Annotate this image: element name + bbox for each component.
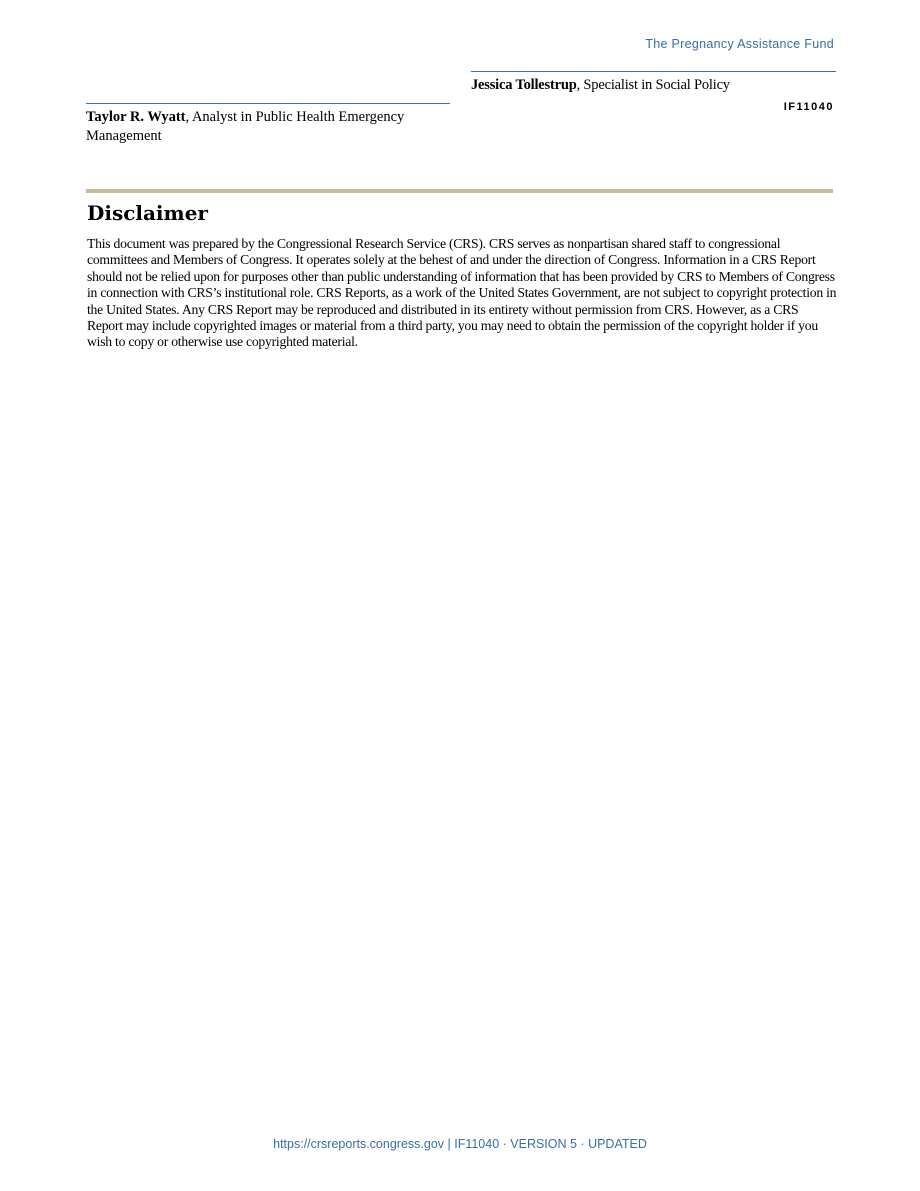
- author-block-wyatt: [86, 103, 450, 145]
- disclaimer-heading: Disclaimer: [87, 201, 208, 225]
- running-title: The Pregnancy Assistance Fund: [645, 37, 834, 51]
- report-id: IF11040: [783, 101, 834, 113]
- author-role: , Specialist in Social Policy: [576, 77, 730, 93]
- page-footer: https://crsreports.congress.gov | IF11040 · VERSION 5 · UPDATED: [273, 1137, 647, 1151]
- author-name: Taylor R. Wyatt: [86, 109, 186, 125]
- section-divider: [86, 189, 833, 193]
- disclaimer-body: This document was prepared by the Congressional Research Service (CRS). CRS serves as nonpartisan shared staff to congressional committees and Members of Congress. It operates solely at the behest of and under the direction of Congress. Information in a CRS Report should not be relied upon for purposes other than public understanding of information that has been provided by CRS to Members of Congress in connection with CRS’s institutional role. CRS Reports, as a work of the United States Government, are not subject to copyright protection in the United States. Any CRS Report may be reproduced and distributed in its entirety without permission from CRS. However, as a CRS Report may include copyrighted images or material from a third party, you may need to obtain the permission of the copyright holder if you wish to copy or otherwise use copyrighted material.: [87, 236, 837, 350]
- author-name: Jessica Tollestrup: [471, 77, 577, 93]
- author-role: , Analyst in Public Health Emergency Management: [86, 109, 405, 144]
- author-block-tollestrup: [471, 71, 836, 94]
